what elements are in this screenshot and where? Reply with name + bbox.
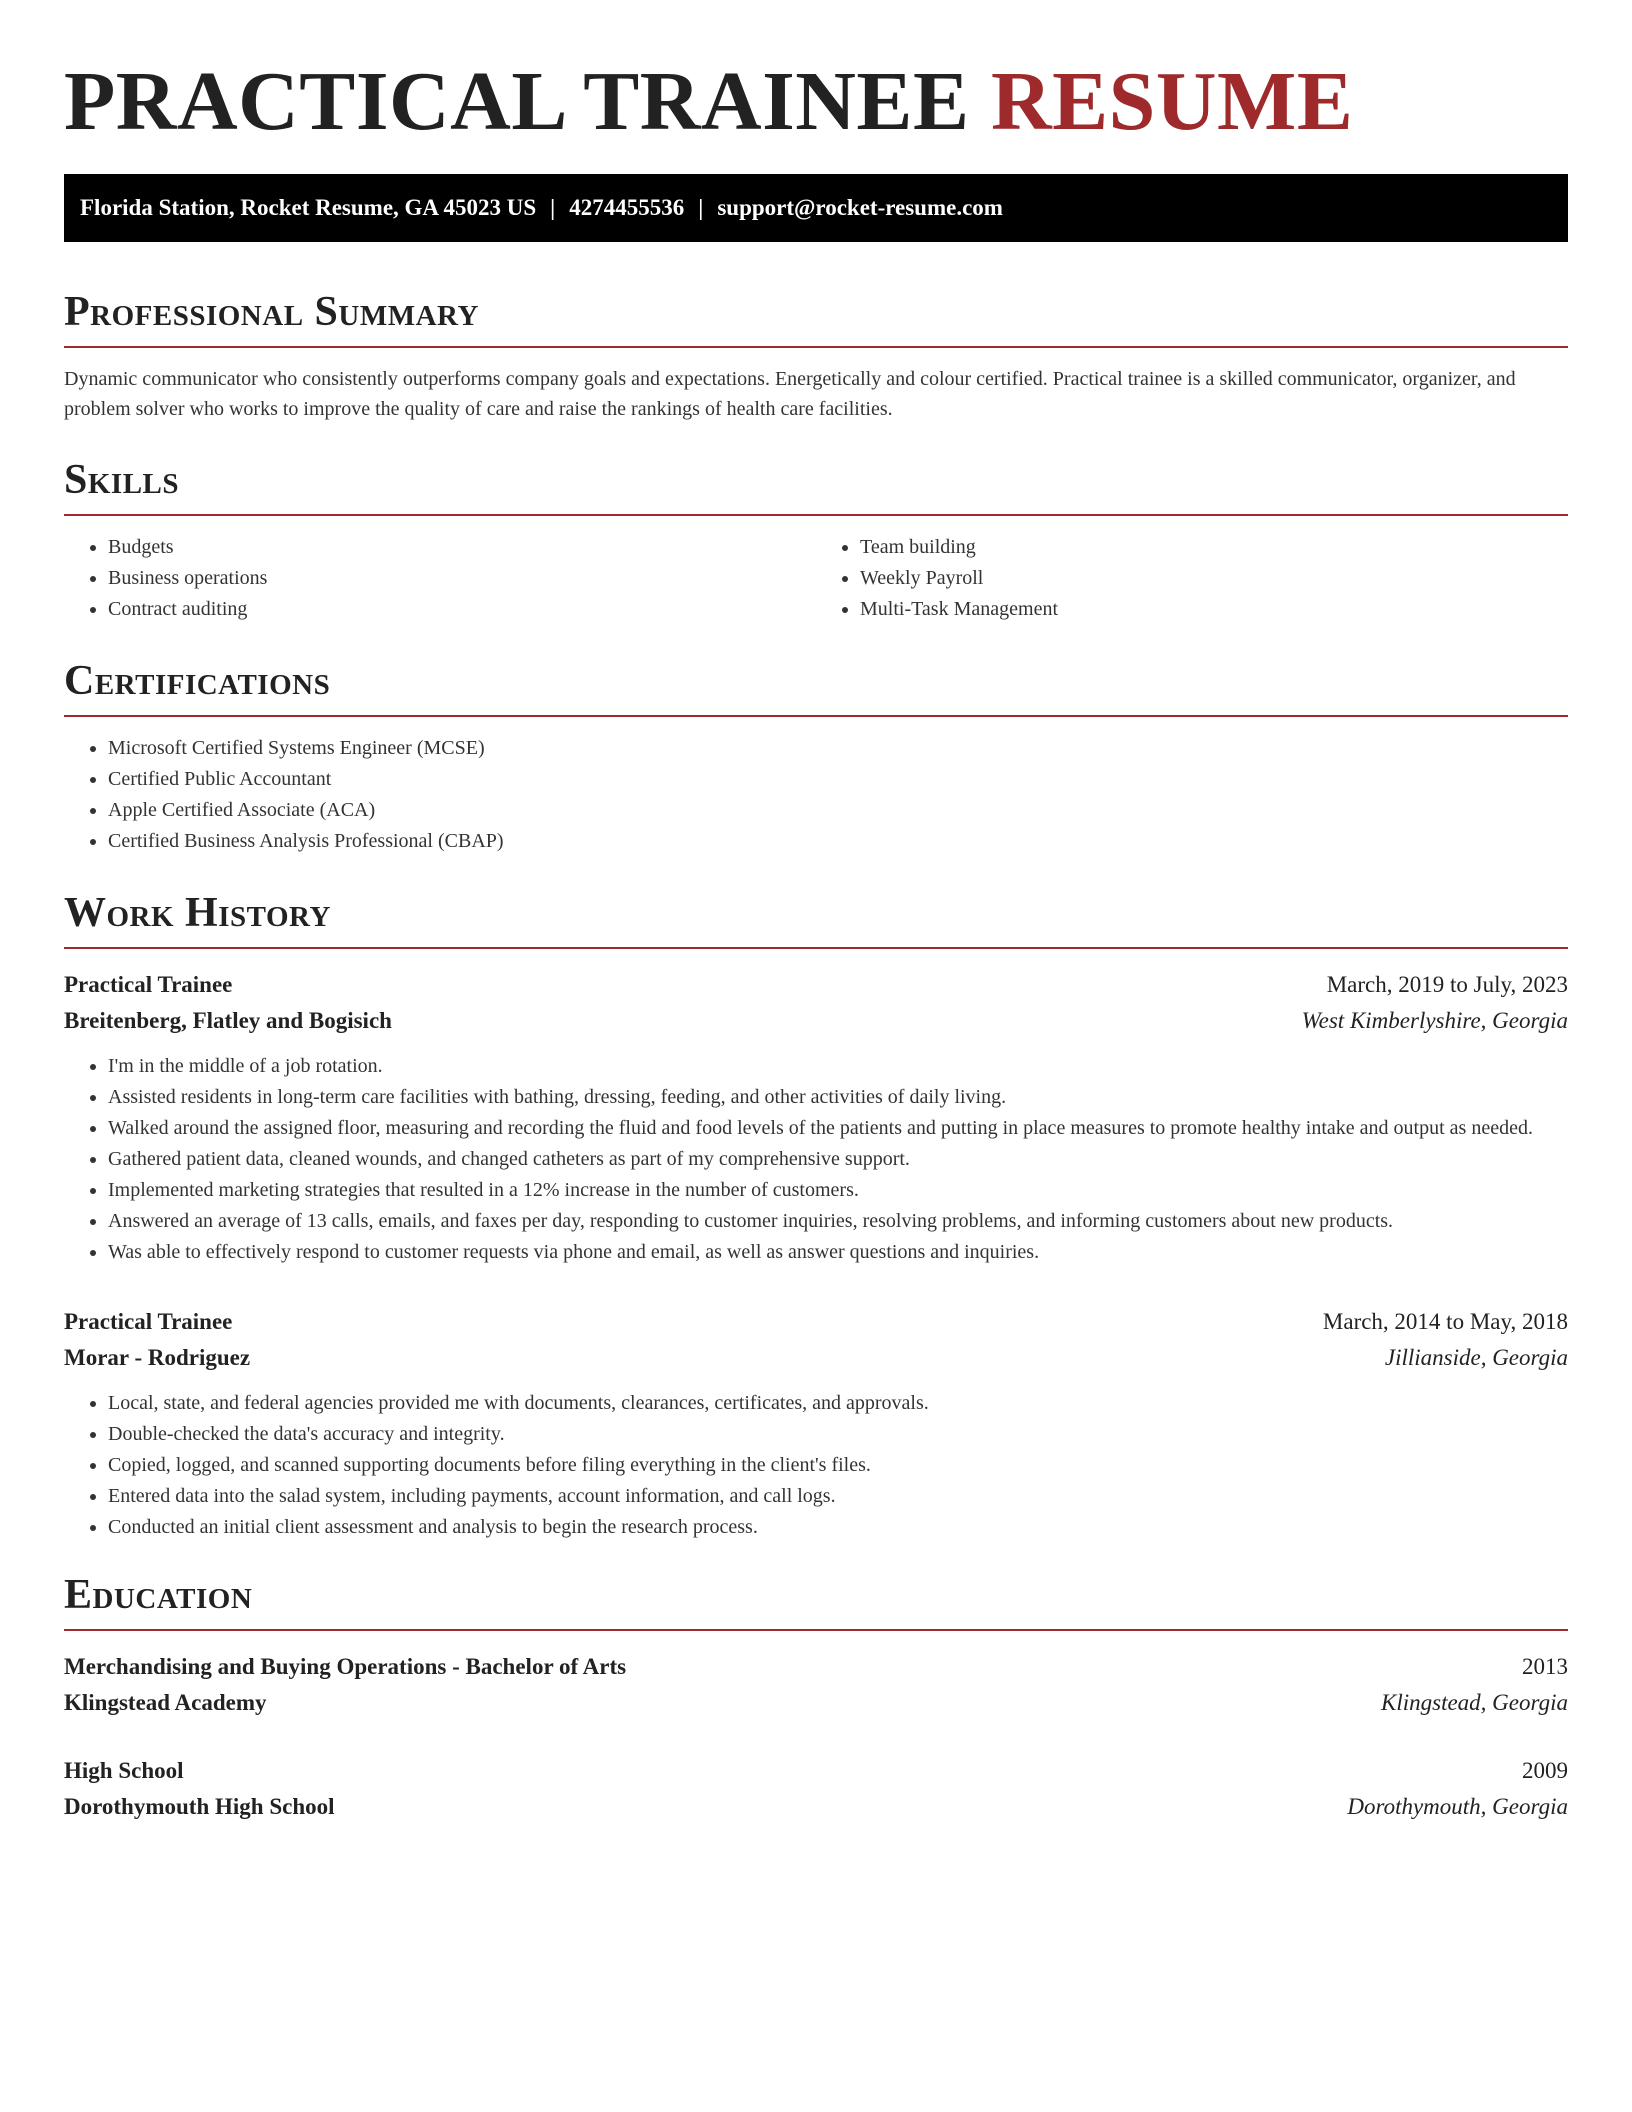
skill-item: • Multi-Task Management	[860, 594, 1568, 625]
job-header-row	[64, 967, 1568, 1003]
education-school-row	[64, 1685, 1568, 1721]
contact-separator: |	[550, 195, 556, 220]
resume-title	[64, 52, 1568, 152]
job-dates: March, 2014 to May, 2018	[1322, 1309, 1568, 1334]
work-history-section	[64, 887, 1568, 1543]
job-bullet: • Double-checked the data's accuracy and integrity.	[108, 1419, 1568, 1450]
job-bullet: • Assisted residents in long-term care facilities with bathing, dressing, feeding, and other activities of daily living.	[108, 1082, 1568, 1113]
contact-email: support@rocket-resume.com	[717, 195, 1003, 220]
education-degree-row	[64, 1649, 1568, 1685]
education-location: Klingstead, Georgia	[1381, 1690, 1568, 1715]
certification-item: • Apple Certified Associate (ACA)	[108, 795, 1568, 826]
skill-item: • Business operations	[108, 563, 816, 594]
education-year: 2013	[1522, 1654, 1568, 1679]
certifications-heading: Certifications	[64, 655, 1568, 717]
summary-section	[64, 286, 1568, 424]
job-bullets	[64, 1388, 1568, 1543]
certification-item: • Microsoft Certified Systems Engineer (MCSE)	[108, 733, 1568, 764]
job-company: Morar - Rodriguez	[64, 1345, 251, 1370]
work-history-heading: Work History	[64, 887, 1568, 949]
contact-phone: 4274455536	[569, 195, 685, 220]
skills-heading: Skills	[64, 454, 1568, 516]
education-entry	[64, 1753, 1568, 1825]
job-location: Jillianside, Georgia	[1384, 1345, 1568, 1370]
skills-list-left	[64, 532, 816, 625]
contact-address: Florida Station, Rocket Resume, GA 45023 US	[80, 195, 537, 220]
job-title: Practical Trainee	[64, 1309, 233, 1334]
job-bullet: • Copied, logged, and scanned supporting documents before filing everything in the client's files.	[108, 1450, 1568, 1481]
contact-bar	[64, 174, 1568, 242]
job-bullet: • Walked around the assigned floor, measuring and recording the fluid and food levels of the patients and putting in place measures to promote healthy intake and output as needed.	[108, 1113, 1568, 1144]
education-heading: Education	[64, 1569, 1568, 1631]
skill-item: • Contract auditing	[108, 594, 816, 625]
contact-separator: |	[698, 195, 704, 220]
education-degree: Merchandising and Buying Operations - Bachelor of Arts	[64, 1654, 627, 1679]
skill-item: • Weekly Payroll	[860, 563, 1568, 594]
job-entry	[64, 1304, 1568, 1543]
job-entry	[64, 967, 1568, 1268]
job-bullet: • Answered an average of 13 calls, emails, and faxes per day, responding to customer inquiries, resolving problems, and informing customers about new products.	[108, 1206, 1568, 1237]
skill-item: • Budgets	[108, 532, 816, 563]
skills-section	[64, 454, 1568, 625]
job-bullets	[64, 1051, 1568, 1268]
job-bullet: • Local, state, and federal agencies provided me with documents, clearances, certificates, and approvals.	[108, 1388, 1568, 1419]
certification-item: • Certified Public Accountant	[108, 764, 1568, 795]
job-bullet: • I'm in the middle of a job rotation.	[108, 1051, 1568, 1082]
job-company-row	[64, 1003, 1568, 1039]
job-bullet: • Implemented marketing strategies that resulted in a 12% increase in the number of customers.	[108, 1175, 1568, 1206]
skills-grid	[64, 532, 1568, 625]
education-degree: High School	[64, 1758, 184, 1783]
job-dates: March, 2019 to July, 2023	[1326, 972, 1568, 997]
job-bullet: • Was able to effectively respond to customer requests via phone and email, as well as answer questions and inquiries.	[108, 1237, 1568, 1268]
job-bullet: • Gathered patient data, cleaned wounds, and changed catheters as part of my comprehensive support.	[108, 1144, 1568, 1175]
job-bullet: • Conducted an initial client assessment and analysis to begin the research process.	[108, 1512, 1568, 1543]
skill-item: • Team building	[860, 532, 1568, 563]
job-company-row	[64, 1340, 1568, 1376]
summary-text: Dynamic communicator who consistently outperforms company goals and expectations. Energetically and colour certified. Practical trainee is a skilled communicator, organizer, and problem solver who works to improve the quality of care and raise the rankings of health care facilities.	[64, 368, 1516, 420]
education-degree-row	[64, 1753, 1568, 1789]
job-bullet: • Entered data into the salad system, including payments, account information, and call logs.	[108, 1481, 1568, 1512]
education-school: Dorothymouth High School	[64, 1794, 335, 1819]
job-company: Breitenberg, Flatley and Bogisich	[64, 1008, 392, 1033]
education-school: Klingstead Academy	[64, 1690, 267, 1715]
title-accent: RESUME	[990, 55, 1354, 148]
job-title: Practical Trainee	[64, 972, 233, 997]
education-location: Dorothymouth, Georgia	[1347, 1794, 1568, 1819]
certifications-list	[64, 733, 1568, 857]
job-location: West Kimberlyshire, Georgia	[1301, 1008, 1568, 1033]
education-year: 2009	[1522, 1758, 1568, 1783]
skills-list-right	[816, 532, 1568, 625]
title-main: PRACTICAL TRAINEE	[64, 55, 970, 148]
certifications-section	[64, 655, 1568, 857]
education-section	[64, 1569, 1568, 1825]
job-header-row	[64, 1304, 1568, 1340]
summary-heading: Professional Summary	[64, 286, 1568, 348]
education-entry	[64, 1649, 1568, 1721]
certification-item: • Certified Business Analysis Professional (CBAP)	[108, 826, 1568, 857]
education-school-row	[64, 1789, 1568, 1825]
